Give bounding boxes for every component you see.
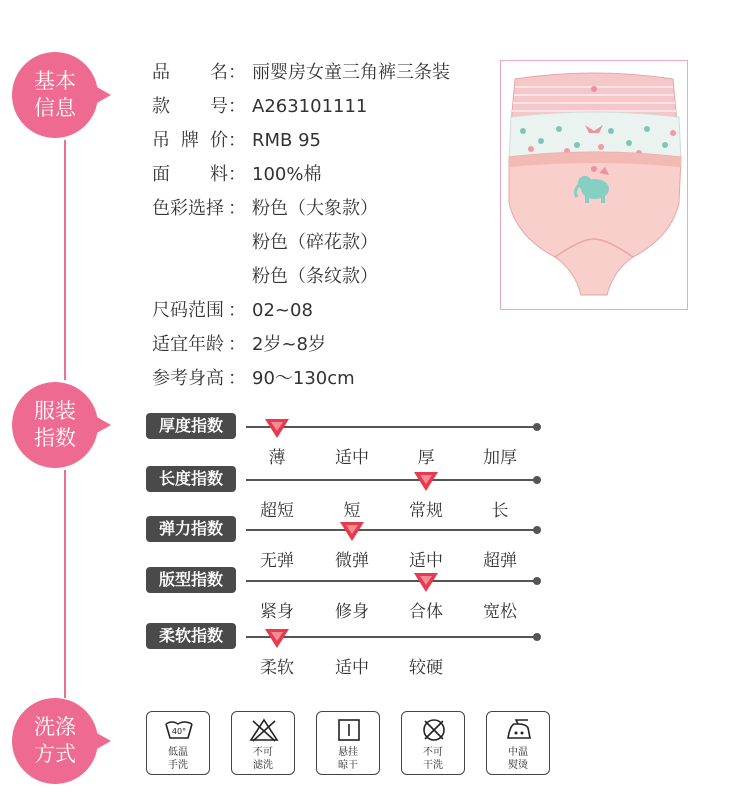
wash-label-line1: 中温 [508, 747, 528, 758]
index-level: 紧身 [260, 602, 294, 622]
wash-card [231, 711, 295, 775]
index-level: 超弹 [483, 551, 517, 571]
info-colon: ： [228, 62, 246, 83]
info-colon: ： [228, 198, 246, 219]
section-badge-washing-label: 洗涤方式 [34, 715, 76, 766]
info-colon: ： [228, 334, 246, 355]
index-level: 适中 [409, 551, 443, 571]
info-row [152, 364, 355, 390]
index-track [246, 529, 536, 531]
info-colon: ： [228, 368, 246, 389]
index-label: 版型指数 [146, 567, 236, 593]
index-level: 微弹 [335, 551, 369, 571]
index-label: 长度指数 [146, 466, 236, 492]
info-row [152, 58, 450, 84]
wash-label-line1: 不可 [253, 747, 273, 758]
wash-label [232, 746, 294, 772]
wash-label-line2: 滤洗 [253, 760, 273, 771]
info-value: 02~08 [252, 300, 313, 321]
info-row [152, 330, 326, 356]
info-value: 粉色（碎花款） [252, 232, 378, 253]
info-row [152, 228, 378, 254]
index-track-end [533, 633, 541, 641]
info-key: 色彩选择 [152, 198, 224, 219]
info-value: A263101111 [252, 96, 368, 117]
info-value: 丽婴房女童三角裤三条装 [252, 62, 450, 83]
product-image [500, 60, 688, 310]
info-row [152, 160, 321, 186]
index-level: 厚 [417, 448, 435, 468]
wash-label [147, 746, 209, 772]
index-level: 修身 [335, 602, 369, 622]
wash-card [146, 711, 210, 775]
wash-label-line2: 熨烫 [508, 760, 528, 771]
index-level: 超短 [260, 501, 294, 521]
info-value: 粉色（大象款） [252, 198, 378, 219]
index-track [246, 636, 536, 638]
info-key: 尺码范围 [152, 300, 224, 321]
info-value: RMB 95 [252, 130, 322, 151]
index-label: 柔软指数 [146, 623, 236, 649]
index-track [246, 580, 536, 582]
info-key: 参考身高 [152, 368, 224, 389]
info-row [152, 262, 378, 288]
index-level: 短 [343, 501, 361, 521]
section-badge-basic-label: 基本信息 [34, 69, 76, 120]
section-badge-basic [12, 52, 98, 138]
info-colon: ： [228, 300, 246, 321]
timeline-line-2 [64, 470, 66, 698]
info-value: 90～130cm [252, 368, 355, 389]
index-track-end [533, 423, 541, 431]
wash-label-line2: 干洗 [423, 760, 443, 771]
index-track [246, 479, 536, 481]
wash-card [316, 711, 380, 775]
panties-illustration [501, 61, 687, 309]
info-key: 款号 [152, 96, 228, 117]
wash-label [317, 746, 379, 772]
info-row [152, 296, 313, 322]
wash-label-line1: 悬挂 [338, 747, 358, 758]
wash-label-line2: 手洗 [168, 760, 188, 771]
info-row [152, 194, 378, 220]
timeline-line-1 [64, 140, 66, 380]
index-level: 柔软 [260, 658, 294, 678]
index-level: 薄 [268, 448, 286, 468]
section-badge-clothing-label: 服装指数 [34, 399, 76, 450]
info-row [152, 126, 321, 152]
info-key: 吊牌价 [152, 130, 228, 151]
index-level: 宽松 [483, 602, 517, 622]
wash-label [402, 746, 464, 772]
info-value: 粉色（条纹款） [252, 266, 378, 287]
wash-label-line2: 晾干 [338, 760, 358, 771]
index-level: 长 [491, 501, 509, 521]
index-track [246, 426, 536, 428]
info-colon: ： [228, 164, 246, 185]
index-marker [414, 573, 438, 592]
info-colon: ： [228, 96, 246, 117]
index-track-end [533, 526, 541, 534]
section-badge-clothing [12, 382, 98, 468]
index-level: 适中 [335, 448, 369, 468]
index-level: 加厚 [483, 448, 517, 468]
info-value: 100%棉 [252, 164, 322, 185]
info-colon: ： [228, 130, 246, 151]
section-badge-washing [12, 698, 98, 784]
index-marker [265, 419, 289, 438]
wash-card [486, 711, 550, 775]
info-key: 品名 [152, 62, 228, 83]
info-key: 面料 [152, 164, 228, 185]
index-track-end [533, 577, 541, 585]
wash-temp: 40° [171, 727, 187, 736]
index-level: 合体 [409, 602, 443, 622]
index-marker [340, 522, 364, 541]
wash-card [401, 711, 465, 775]
wash-label [487, 746, 549, 772]
index-label: 弹力指数 [146, 516, 236, 542]
index-level: 较硬 [409, 658, 443, 678]
wash-label-line1: 不可 [423, 747, 443, 758]
info-value: 2岁~8岁 [252, 334, 326, 355]
index-marker [414, 472, 438, 491]
index-level: 无弹 [260, 551, 294, 571]
index-track-end [533, 476, 541, 484]
wash-label-line1: 低温 [168, 747, 188, 758]
index-marker [265, 629, 289, 648]
index-level: 适中 [335, 658, 369, 678]
info-key: 适宜年龄 [152, 334, 224, 355]
info-row [152, 92, 367, 118]
index-level: 常规 [409, 501, 443, 521]
index-label: 厚度指数 [146, 413, 236, 439]
